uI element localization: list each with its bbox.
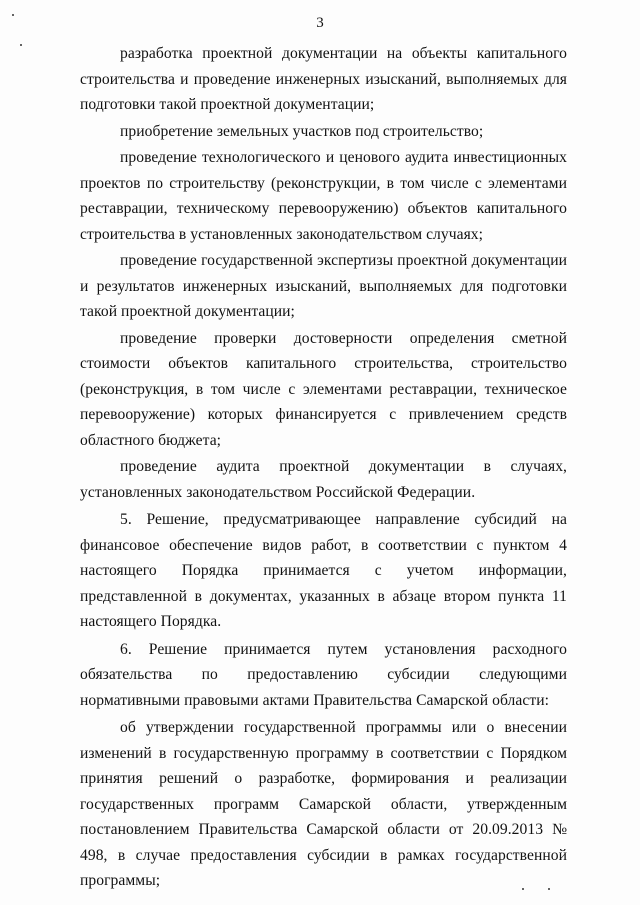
- paragraph-documentation-audit: проведение аудита проектной документации в случаях, установленных законодательством Российской Федерации.: [80, 458, 567, 501]
- paragraph-cost-verification: проведение проверки достоверности определения сметной стоимости объектов капитального строительства, строительство (реконструкция, в том числе с элементами реставрации, техническое перевооружение) которых финансируется с привлечением средств областного бюджета;: [80, 329, 567, 449]
- document-body: [80, 41, 567, 895]
- paragraph-technology-audit: проведение технологического и ценового аудита инвестиционных проектов по строительству (реконструкции, в том числе с элементами реставрации, техническому перевооружению) объектов капитального строительства в установленных законодательством случаях;: [80, 149, 567, 243]
- scan-mark: [20, 44, 22, 46]
- paragraph-land-acquisition: приобретение земельных участков под строительство;: [120, 122, 484, 140]
- scan-mark: [548, 888, 550, 890]
- paragraph-design-documentation: разработка проектной документации на объекты капитального строительства и проведение инженерных изысканий, выполняемых для подготовки такой проектной документации;: [80, 45, 567, 113]
- page-number: 3: [316, 15, 324, 31]
- scan-mark: [522, 888, 524, 890]
- paragraph-item-6: 6. Решение принимается путем установления расходного обязательства по предоставлению субсидии следующими нормативными правовыми актами Правительства Самарской области:: [80, 640, 567, 709]
- paragraph-state-program: об утверждении государственной программы или о внесении изменений в государственную программу в соответствии с Порядком принятия решений о разработке, формирования и реализации государственных программ Самарской области, утвержденным постановлением Правительства Самарской области от 20.09.2013 № 498, в случае предоставления субсидии в рамках государственной программы;: [80, 719, 567, 889]
- paragraph-item-5: 5. Решение, предусматривающее направление субсидий на финансовое обеспечение видов работ, в соответствии с пунктом 4 настоящего Порядка принимается с учетом информации, представленной в документах, указанных в абзаце втором пункта 11 настоящего Порядка.: [80, 511, 567, 630]
- scan-mark: [12, 14, 14, 16]
- paragraph-state-expertise: проведение государственной экспертизы проектной документации и результатов инженерных изысканий, выполняемых для подготовки такой проектной документации;: [80, 252, 567, 320]
